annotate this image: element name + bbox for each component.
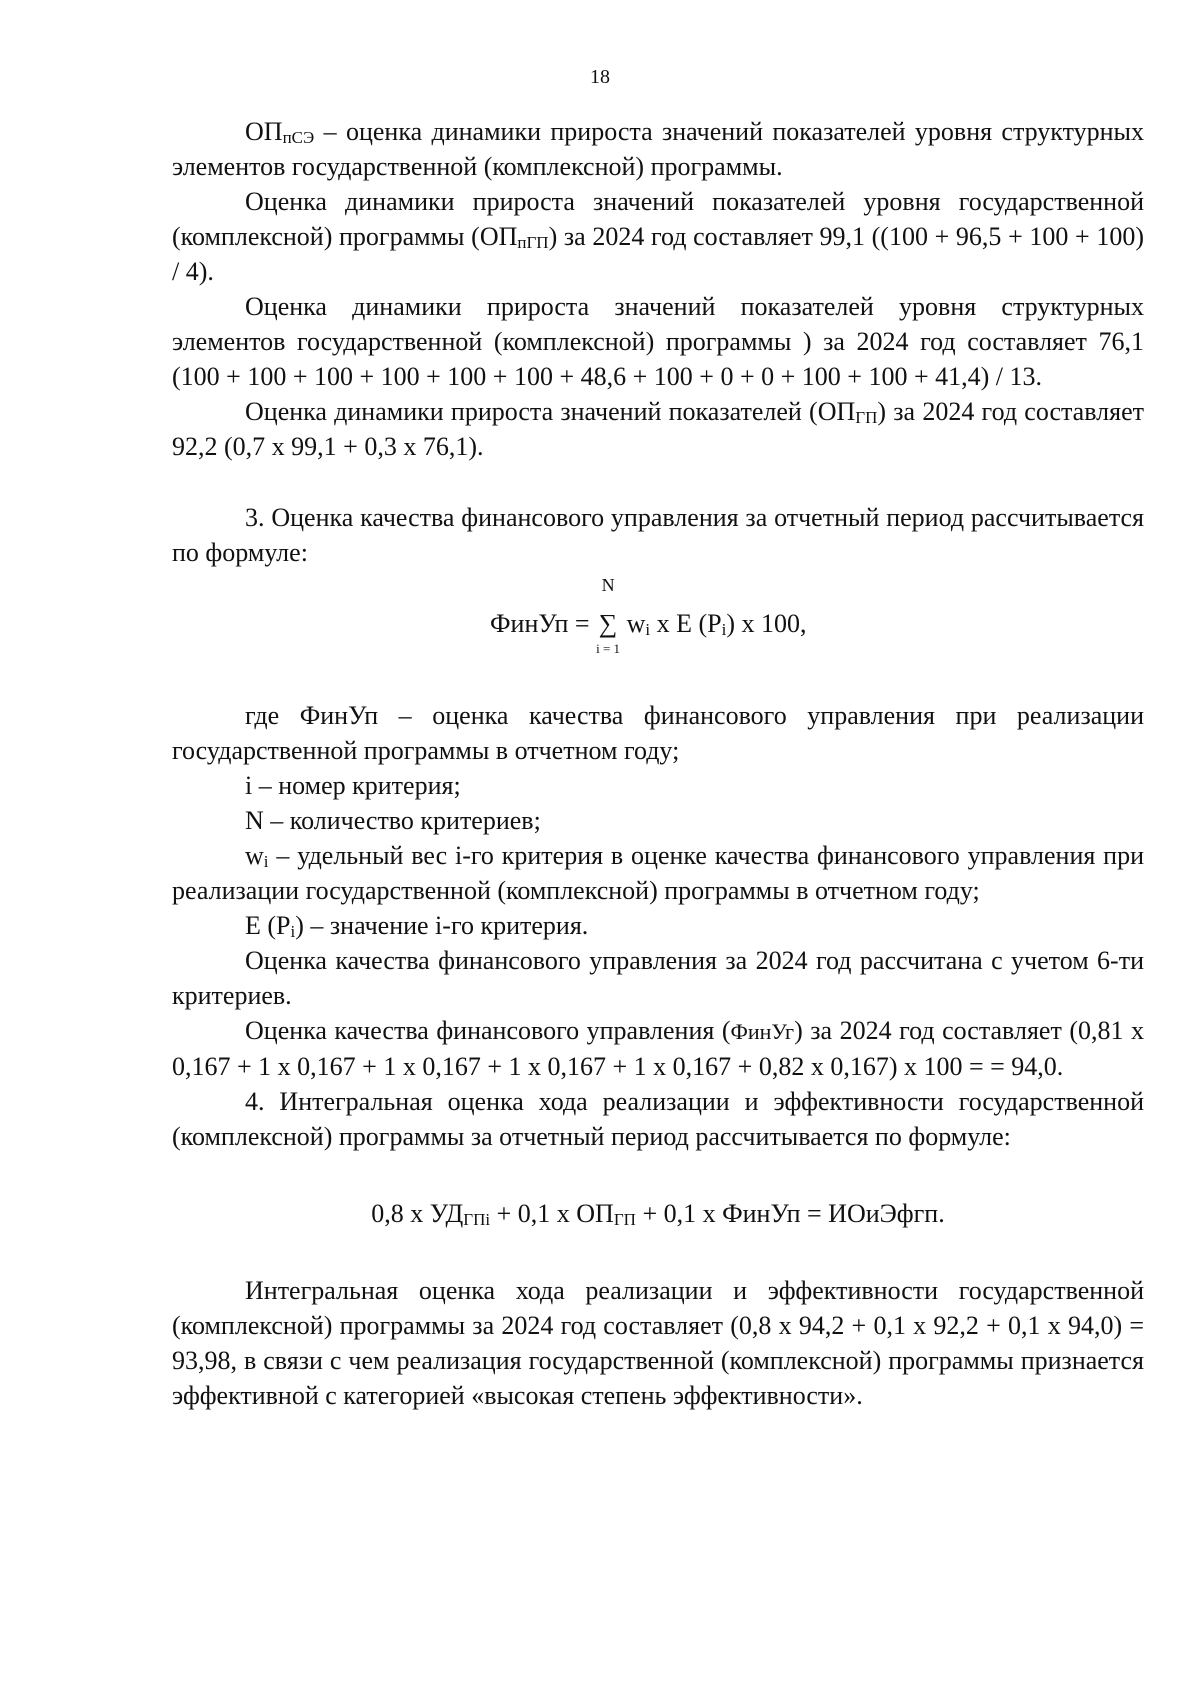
paragraph-integral-result: Интегральная оценка хода реализации и эффективности государственной (комплексной) программы за 2024 год составляет (0,8 х 94,2 + 0,1 х 92,2 + 0,1 х 94,0) = 93,98, в связи с чем реализация государственной (комплексной) программы признается эффективной с категорией «высокая степень эффективности». bbox=[172, 1276, 1144, 1410]
formula-part-a: 0,8 х УД bbox=[371, 1199, 464, 1228]
subscript-pgp: пГП bbox=[517, 233, 549, 252]
paragraph-text: ) за 2024 год составляет 92,2 (0,7 х 99,1 + 0,3 х 76,1). bbox=[172, 397, 1144, 461]
formula-expression bbox=[490, 575, 807, 656]
paragraph-section-3: 3. Оценка качества финансового управления за отчетный период рассчитывается по формуле: bbox=[172, 503, 1144, 567]
formula-integral bbox=[172, 1196, 1144, 1231]
paragraph-i-definition: i – номер критерия; bbox=[245, 771, 461, 800]
formula-p-subscript: i bbox=[721, 620, 727, 639]
symbol-w: w bbox=[245, 841, 264, 870]
symbol-op: ОП bbox=[245, 117, 283, 146]
formula-finup bbox=[172, 575, 1144, 662]
paragraph-finup-definition: где ФинУп – оценка качества финансового управления при реализации государственной программы в отчетном году; bbox=[172, 701, 1144, 765]
paragraph-wi-definition bbox=[172, 838, 1144, 908]
formula-part-b: + 0,1 х ОП bbox=[490, 1199, 614, 1228]
paragraph-text: Оценка динамики прироста значений показателей уровня государственной (комплексной) программы (ОП bbox=[172, 187, 1144, 251]
document-body bbox=[172, 114, 1144, 1413]
page-number: 18 bbox=[590, 66, 610, 88]
formula-end: ) х 100, bbox=[726, 609, 807, 638]
paragraph-text: ) за 2024 год составляет 99,1 ((100 + 96,5 + 100 + 100) / 4). bbox=[172, 222, 1144, 286]
formula-subscript-gpi: ГПi bbox=[463, 1210, 491, 1229]
paragraph-n-definition: N – количество критериев; bbox=[245, 806, 541, 835]
paragraph-text: Е (Р bbox=[245, 911, 291, 940]
paragraph-epi-definition bbox=[172, 908, 1144, 943]
formula-w-subscript: i bbox=[645, 620, 651, 639]
subscript-i: i bbox=[290, 922, 296, 941]
paragraph-section-4: 4. Интегральная оценка хода реализации и эффективности государственной (комплексной) программы за отчетный период рассчитывается по формуле: bbox=[172, 1087, 1144, 1151]
formula-w: w bbox=[620, 609, 646, 638]
paragraph-total-assessment bbox=[172, 394, 1144, 464]
subscript-pse: пСЭ bbox=[282, 128, 315, 147]
formula-subscript-gp: ГП bbox=[613, 1210, 636, 1229]
sigma-symbol bbox=[596, 575, 621, 656]
symbol-finug: ФинУг bbox=[730, 1019, 795, 1044]
paragraph-text: – удельный вес i-го критерия в оценке качества финансового управления при реализации государственной (комплексной) программы в отчетном году; bbox=[172, 841, 1144, 905]
sigma-glyph: ∑ bbox=[598, 609, 618, 638]
paragraph-ops-definition bbox=[172, 114, 1144, 184]
sigma-lower-limit: i = 1 bbox=[596, 641, 621, 656]
formula-part-c: + 0,1 х ФинУп = ИОиЭфгп. bbox=[635, 1199, 945, 1228]
paragraph-se-assessment: Оценка динамики прироста значений показателей уровня структурных элементов государственной (комплексной) программы ) за 2024 год составляет 76,1 (100 + 100 + 100 + 100 + 100 + 100 + 48,6 + 100 + 0 + 0 + 100 + 100 + 41,4) / 13. bbox=[172, 292, 1144, 391]
paragraph-criteria-count: Оценка качества финансового управления за 2024 год рассчитана с учетом 6-ти критериев. bbox=[172, 946, 1144, 1010]
subscript-gp: ГП bbox=[855, 408, 878, 427]
sigma-upper-limit: N bbox=[601, 575, 615, 595]
paragraph-finug-assessment bbox=[172, 1013, 1144, 1084]
paragraph-gp-assessment bbox=[172, 184, 1144, 289]
paragraph-text: ) – значение i-го критерия. bbox=[295, 911, 589, 940]
paragraph-text: – оценка динамики прироста значений показателей уровня структурных элементов государственной (комплексной) программы. bbox=[172, 117, 1144, 181]
paragraph-text: Оценка качества финансового управления ( bbox=[245, 1016, 731, 1045]
formula-lhs: ФинУп = bbox=[490, 609, 597, 638]
formula-mid: х Е (Р bbox=[650, 609, 722, 638]
paragraph-text: ) за 2024 год составляет (0,81 х 0,167 + 1 х 0,167 + 1 х 0,167 + 1 х 0,167 + 1 х 0,167 + 0,82 х 0,167) х 100 = = 94,0. bbox=[172, 1016, 1144, 1081]
subscript-i: i bbox=[263, 852, 269, 871]
paragraph-text: Оценка динамики прироста значений показателей (ОП bbox=[245, 397, 856, 426]
